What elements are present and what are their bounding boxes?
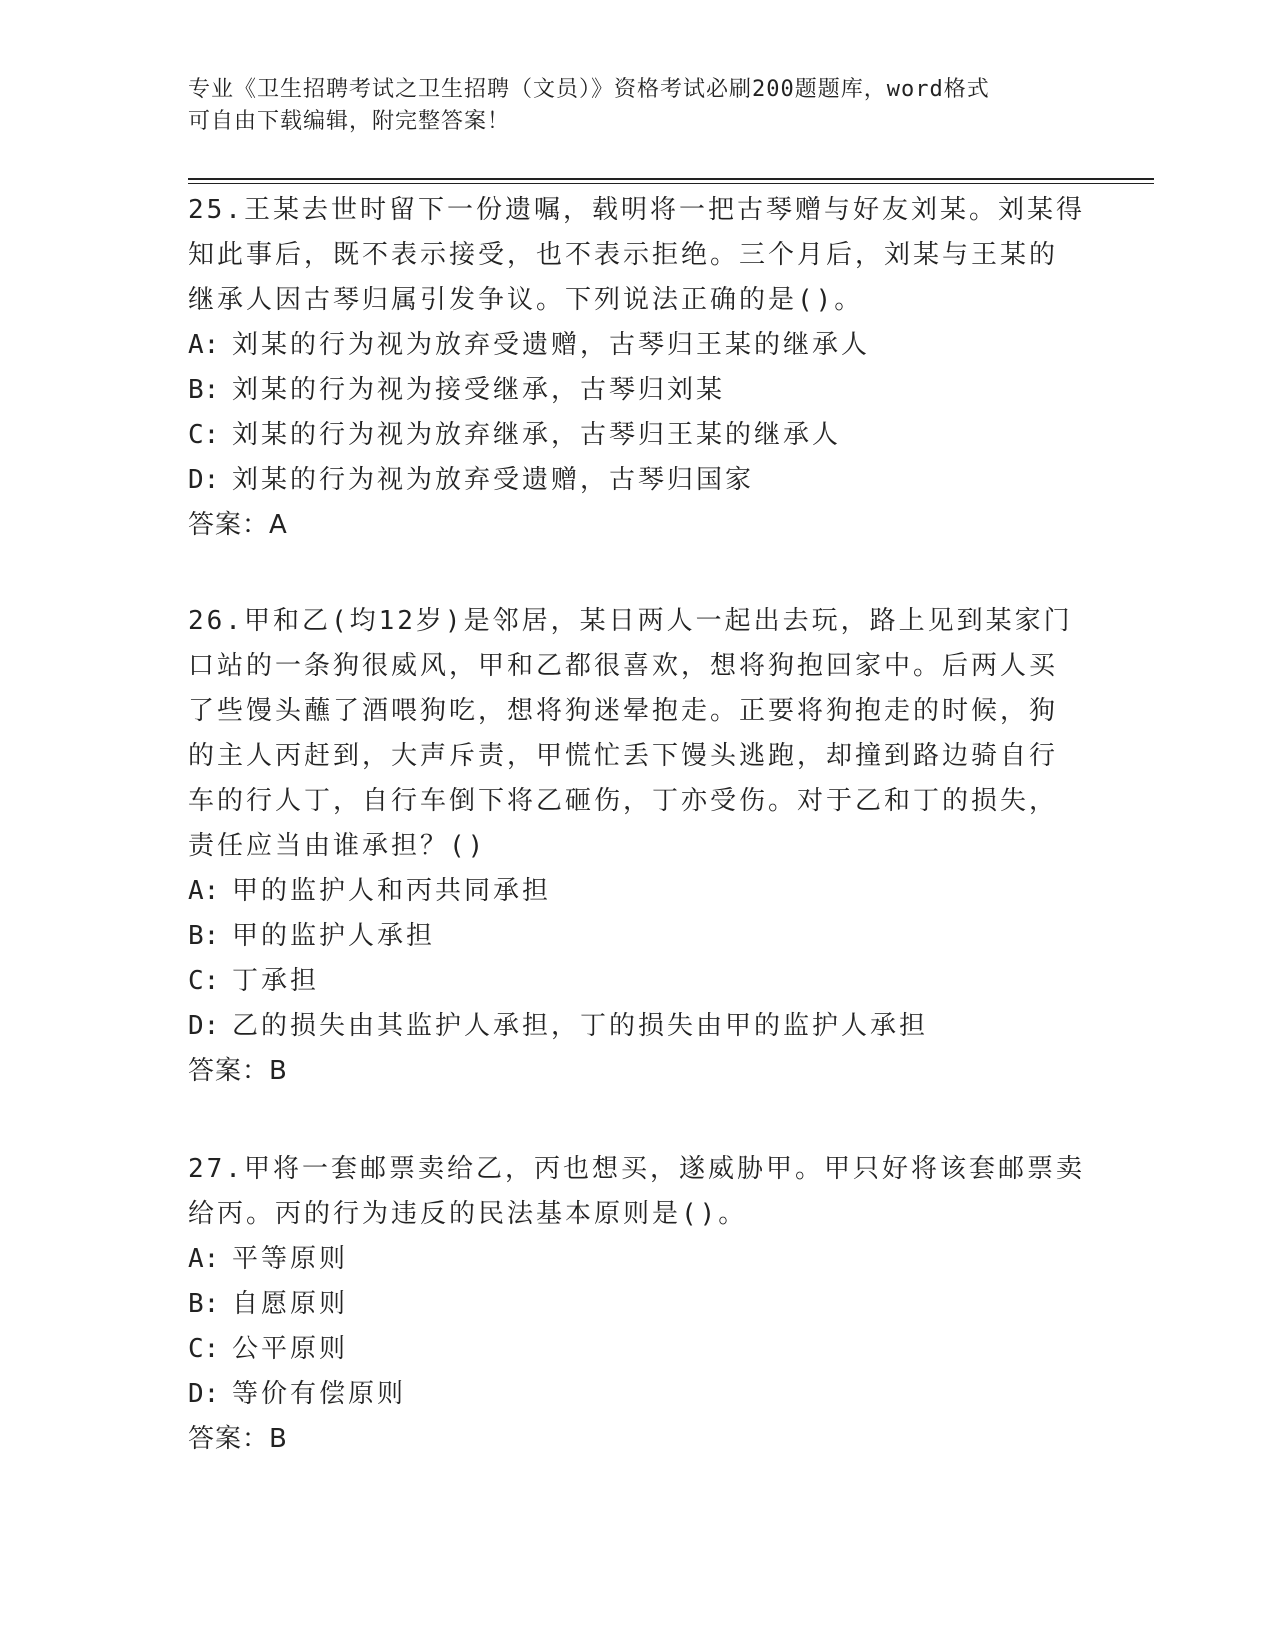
stem-line: 责任应当由谁承担？() — [188, 831, 487, 861]
option-a — [188, 869, 1088, 914]
option-text: 丁承担 — [232, 966, 320, 996]
question-stem — [188, 599, 1088, 869]
option-d — [188, 1004, 1088, 1049]
stem-line: 车的行人丁，自行车倒下将乙砸伤，丁亦受伤。对于乙和丁的损失， — [188, 786, 1059, 816]
option-d — [188, 1372, 1088, 1417]
option-text: 甲的监护人承担 — [232, 921, 436, 951]
option-c — [188, 1327, 1088, 1372]
option-key: B: — [188, 921, 220, 951]
option-c — [188, 413, 1088, 458]
option-b — [188, 914, 1088, 959]
option-text: 刘某的行为视为放弃继承，古琴归王某的继承人 — [232, 420, 842, 450]
header-title-line-1: 专业《卫生招聘考试之卫生招聘（文员）》资格考试必刷200题题库，word格式 — [188, 77, 990, 102]
option-text: 公平原则 — [232, 1334, 349, 1364]
question-stem — [188, 1147, 1088, 1237]
option-b — [188, 1282, 1088, 1327]
option-b — [188, 368, 1088, 413]
header-title-line-2: 可自由下载编辑，附完整答案！ — [188, 109, 511, 134]
option-key: A: — [188, 1244, 220, 1274]
stem-line: 25.王某去世时留下一份遗嘱，载明将一把古琴赠与好友刘某。刘某得 — [188, 195, 1085, 225]
option-a — [188, 1237, 1088, 1282]
header-divider-thick — [188, 178, 1154, 180]
option-text: 等价有偿原则 — [232, 1379, 407, 1409]
question-26 — [188, 599, 1088, 1094]
stem-line: 给丙。丙的行为违反的民法基本原则是()。 — [188, 1199, 748, 1229]
option-key: D: — [188, 465, 220, 495]
option-c — [188, 959, 1088, 1004]
option-key: C: — [188, 420, 220, 450]
option-text: 平等原则 — [232, 1244, 349, 1274]
option-text: 乙的损失由其监护人承担，丁的损失由甲的监护人承担 — [232, 1011, 929, 1041]
option-a — [188, 323, 1088, 368]
document-header — [188, 74, 1068, 138]
option-text: 刘某的行为视为放弃受遗赠，古琴归国家 — [232, 465, 755, 495]
option-text: 刘某的行为视为放弃受遗赠，古琴归王某的继承人 — [232, 330, 871, 360]
option-text: 刘某的行为视为接受继承，古琴归刘某 — [232, 375, 726, 405]
option-d — [188, 458, 1088, 503]
question-stem — [188, 188, 1088, 323]
answer-line: 答案：B — [188, 1424, 288, 1454]
stem-line: 知此事后，既不表示接受，也不表示拒绝。三个月后，刘某与王某的 — [188, 240, 1059, 270]
option-key: B: — [188, 375, 220, 405]
question-25 — [188, 188, 1088, 548]
header-divider-thin — [188, 183, 1154, 184]
stem-line: 26.甲和乙(均12岁)是邻居，某日两人一起出去玩，路上见到某家门 — [188, 606, 1073, 636]
option-key: D: — [188, 1379, 220, 1409]
option-key: A: — [188, 876, 220, 906]
stem-line: 的主人丙赶到，大声斥责，甲慌忙丢下馒头逃跑，却撞到路边骑自行 — [188, 741, 1059, 771]
option-key: C: — [188, 966, 220, 996]
stem-line: 口站的一条狗很威风，甲和乙都很喜欢，想将狗抱回家中。后两人买 — [188, 651, 1059, 681]
option-text: 甲的监护人和丙共同承担 — [232, 876, 552, 906]
stem-line: 继承人因古琴归属引发争议。下列说法正确的是()。 — [188, 285, 864, 315]
question-27 — [188, 1147, 1088, 1462]
option-key: D: — [188, 1011, 220, 1041]
answer-line: 答案：B — [188, 1056, 288, 1086]
option-key: C: — [188, 1334, 220, 1364]
stem-line: 了些馒头蘸了酒喂狗吃，想将狗迷晕抱走。正要将狗抱走的时候，狗 — [188, 696, 1059, 726]
stem-line: 27.甲将一套邮票卖给乙，丙也想买，遂威胁甲。甲只好将该套邮票卖 — [188, 1154, 1085, 1184]
answer-line: 答案：A — [188, 510, 288, 540]
option-key: B: — [188, 1289, 220, 1319]
option-text: 自愿原则 — [232, 1289, 349, 1319]
option-key: A: — [188, 330, 220, 360]
